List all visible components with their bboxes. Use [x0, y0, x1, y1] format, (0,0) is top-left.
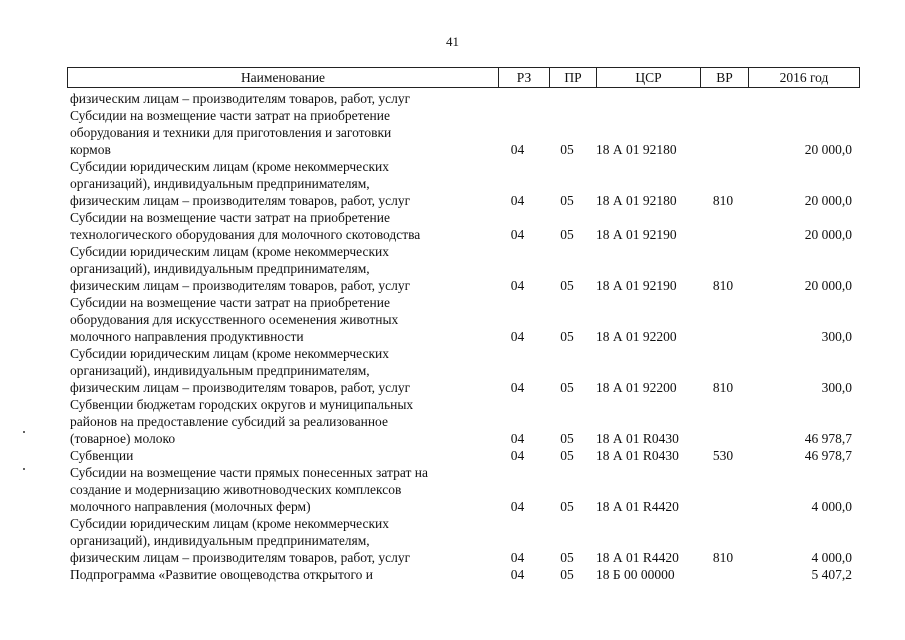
row-sum: 20 000,0 [804, 142, 852, 157]
row-name [70, 209, 495, 243]
row-pr [557, 90, 577, 107]
row-vr: 530 [712, 448, 734, 463]
header-name: Наименование [240, 70, 326, 85]
row-name-line: физическим лицам – производителям товаров, работ, услуг [70, 91, 411, 106]
row-csr: 18 А 01 92190 [596, 278, 677, 293]
scan-mark [23, 431, 25, 433]
row-vr: 810 [712, 380, 734, 395]
row-sum: 5 407,2 [811, 567, 852, 582]
row-pr: 05 [560, 448, 574, 463]
table-header [67, 67, 860, 88]
row-name-line: Субвенции бюджетам городских округов и муниципальных [70, 397, 414, 412]
table-row [0, 396, 905, 447]
row-vr: 810 [712, 278, 734, 293]
row-name-line: Подпрограмма «Развитие овощеводства открытого и [70, 567, 374, 582]
row-rz: 04 [510, 380, 525, 395]
row-name-line: физическим лицам – производителям товаров, работ, услуг [70, 550, 411, 565]
row-name-line: Субсидии юридическим лицам (кроме некоммерческих [70, 516, 390, 531]
row-csr: 18 А 01 R0430 [596, 431, 679, 446]
row-name [70, 515, 495, 566]
row-sum: 20 000,0 [804, 278, 852, 293]
row-name-line: молочного направления продуктивности [70, 329, 304, 344]
row-name-line: Субвенции [70, 448, 134, 463]
row-pr: 05 [560, 567, 574, 582]
row-csr: 18 А 01 92200 [596, 380, 677, 395]
row-name-line: создание и модернизацию животноводческих комплексов [70, 482, 402, 497]
row-vr: 810 [712, 550, 734, 565]
row-name-line: (товарное) молоко [70, 431, 176, 446]
row-sum: 20 000,0 [804, 193, 852, 208]
row-rz [505, 90, 530, 107]
row-name-line: организаций), индивидуальным предпринимателям, [70, 533, 370, 548]
row-name [70, 396, 495, 447]
row-sum: 4 000,0 [811, 499, 852, 514]
row-pr: 05 [560, 329, 574, 344]
row-vr [708, 328, 738, 345]
row-pr: 05 [560, 193, 574, 208]
row-name-line: оборудования для искусственного осеменения животных [70, 312, 399, 327]
row-rz: 04 [510, 567, 525, 582]
row-vr [708, 430, 738, 447]
row-csr: 18 А 01 92190 [596, 227, 677, 242]
row-sum: 300,0 [821, 380, 852, 395]
row-vr [708, 498, 738, 515]
table-row [0, 158, 905, 209]
row-name [70, 447, 495, 464]
row-csr: 18 Б 00 00000 [596, 567, 675, 582]
row-sum [760, 90, 852, 107]
table-row [0, 90, 905, 107]
row-rz: 04 [510, 193, 525, 208]
row-csr [596, 90, 696, 107]
row-rz: 04 [510, 431, 525, 446]
row-rz: 04 [510, 499, 525, 514]
row-sum: 20 000,0 [804, 227, 852, 242]
row-csr: 18 А 01 R4420 [596, 499, 679, 514]
row-pr: 05 [560, 431, 574, 446]
row-name-line: физическим лицам – производителям товаров, работ, услуг [70, 380, 411, 395]
row-name-line: Субсидии на возмещение части прямых понесенных затрат на [70, 465, 428, 480]
row-name-line: Субсидии на возмещение части затрат на приобретение [70, 295, 390, 310]
table-row [0, 515, 905, 566]
row-name-line: организаций), индивидуальным предпринимателям, [70, 261, 370, 276]
row-csr: 18 А 01 R0430 [596, 448, 679, 463]
scan-mark [23, 468, 25, 470]
row-rz: 04 [510, 448, 525, 463]
row-csr: 18 А 01 92180 [596, 142, 677, 157]
header-pr: ПР [549, 68, 596, 87]
row-sum: 46 978,7 [804, 431, 852, 446]
row-name [70, 566, 495, 583]
row-rz: 04 [510, 142, 525, 157]
row-pr: 05 [560, 227, 574, 242]
row-name-line: Субсидии юридическим лицам (кроме некоммерческих [70, 346, 390, 361]
row-name [70, 107, 495, 158]
row-name-line: Субсидии на возмещение части затрат на приобретение [70, 210, 390, 225]
table-row [0, 107, 905, 158]
row-name-line: Субсидии юридическим лицам (кроме некоммерческих [70, 244, 390, 259]
header-vr: ВР [700, 68, 748, 87]
row-vr [708, 226, 738, 243]
row-name [70, 90, 495, 107]
row-name-line: оборудования и техники для приготовления и заготовки [70, 125, 392, 140]
header-csr: ЦСР [596, 68, 700, 87]
row-sum: 46 978,7 [804, 448, 852, 463]
page-number: 41 [446, 34, 459, 49]
row-name [70, 243, 495, 294]
row-name [70, 294, 495, 345]
row-vr [708, 566, 738, 583]
row-name-line: организаций), индивидуальным предпринимателям, [70, 363, 370, 378]
row-name-line: молочного направления (молочных ферм) [70, 499, 311, 514]
row-rz: 04 [510, 227, 525, 242]
table-row [0, 345, 905, 396]
row-name-line: Субсидии юридическим лицам (кроме некоммерческих [70, 159, 390, 174]
row-vr [708, 90, 738, 107]
table-row [0, 209, 905, 243]
header-year: 2016 год [748, 68, 859, 87]
row-rz: 04 [510, 278, 525, 293]
header-rz: РЗ [498, 68, 549, 87]
row-csr: 18 А 01 92180 [596, 193, 677, 208]
row-name [70, 464, 495, 515]
row-name-line: физическим лицам – производителям товаров, работ, услуг [70, 278, 411, 293]
row-pr: 05 [560, 142, 574, 157]
row-sum: 4 000,0 [811, 550, 852, 565]
row-name-line: районов на предоставление субсидий за реализованное [70, 414, 388, 429]
table-row [0, 294, 905, 345]
table-row [0, 447, 905, 464]
row-pr: 05 [560, 499, 574, 514]
row-pr: 05 [560, 380, 574, 395]
row-name-line: Субсидии на возмещение части затрат на приобретение [70, 108, 390, 123]
row-pr: 05 [560, 278, 574, 293]
row-rz: 04 [510, 550, 525, 565]
row-vr [708, 141, 738, 158]
row-name [70, 158, 495, 209]
row-name-line: организаций), индивидуальным предпринимателям, [70, 176, 370, 191]
row-csr: 18 А 01 92200 [596, 329, 677, 344]
row-csr: 18 А 01 R4420 [596, 550, 679, 565]
row-name-line: физическим лицам – производителям товаров, работ, услуг [70, 193, 411, 208]
row-vr: 810 [712, 193, 734, 208]
row-name-line: технологического оборудования для молочного скотоводства [70, 227, 421, 242]
row-pr: 05 [560, 550, 574, 565]
row-name [70, 345, 495, 396]
row-name-line: кормов [70, 142, 111, 157]
row-sum: 300,0 [821, 329, 852, 344]
table-row [0, 566, 905, 583]
table-row [0, 243, 905, 294]
row-rz: 04 [510, 329, 525, 344]
table-row [0, 464, 905, 515]
